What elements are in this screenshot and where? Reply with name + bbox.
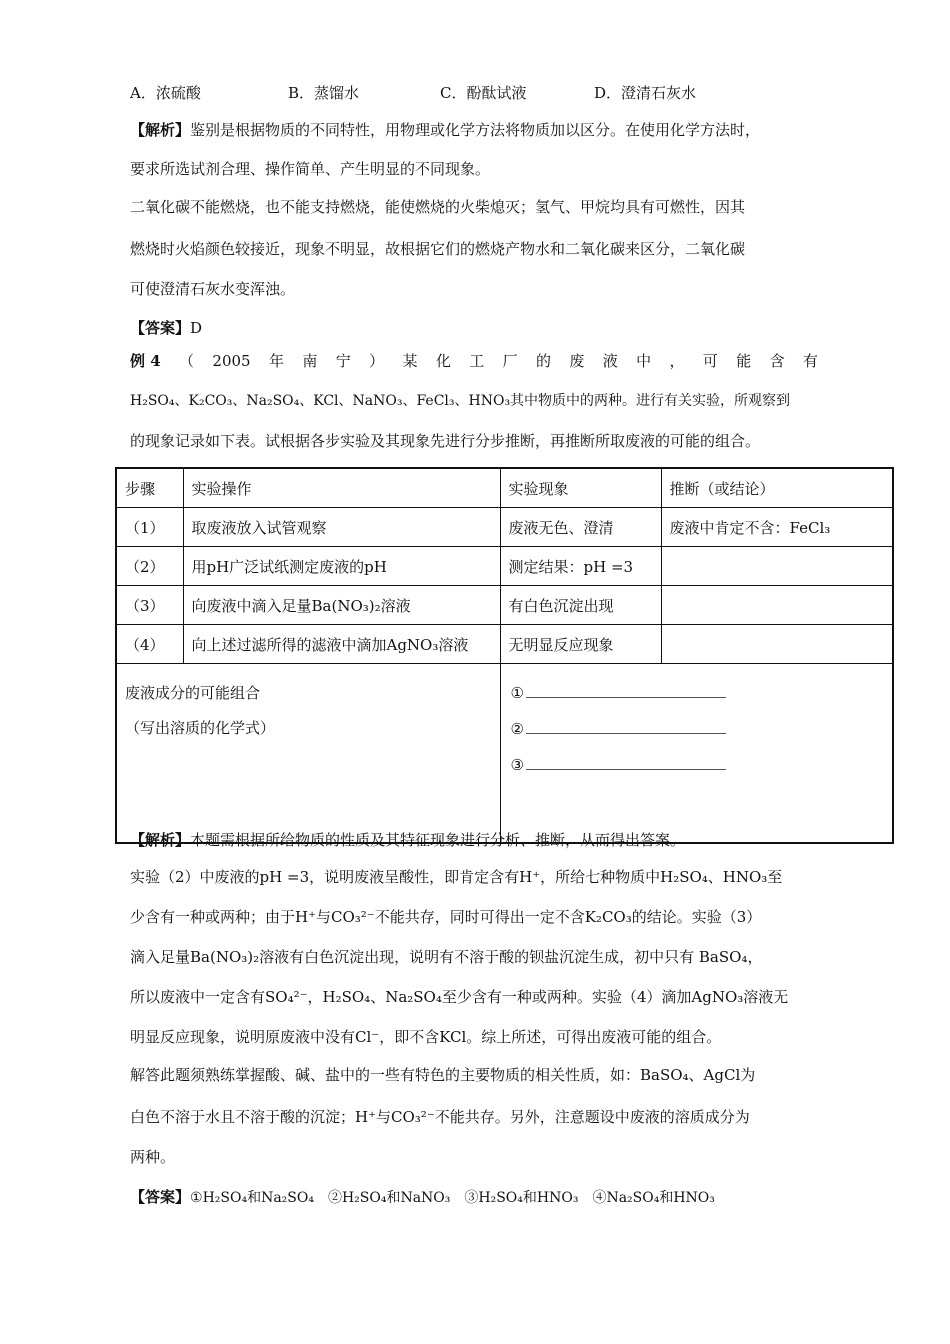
cell-step: （4） bbox=[116, 625, 183, 664]
cell-phenomenon: 有白色沉淀出现 bbox=[500, 586, 661, 625]
cell-operation: 向上述过滤所得的滤液中滴加AgNO₃溶液 bbox=[183, 625, 500, 664]
cell-operation: 取废液放入试管观察 bbox=[183, 508, 500, 547]
example-4-line-1 bbox=[130, 350, 818, 372]
example-4-char: 化 bbox=[435, 352, 451, 370]
cell-conclusion bbox=[661, 586, 893, 625]
header-step: 步骤 bbox=[116, 468, 183, 508]
example-4-char: 厂 bbox=[502, 352, 518, 370]
answer-1-tag: 【答案】 bbox=[130, 319, 191, 337]
table-row bbox=[116, 547, 893, 586]
option-b: B．蒸馏水 bbox=[288, 84, 360, 102]
combo-line-2 bbox=[511, 718, 885, 740]
example-4-char: 宁 bbox=[335, 352, 351, 370]
analysis-2-line-8: 白色不溶于水且不溶于酸的沉淀；H⁺与CO₃²⁻不能共存。另外，注意题设中废液的溶质成分为 bbox=[130, 1108, 750, 1126]
combo-label: 废液成分的可能组合 bbox=[125, 684, 261, 702]
analysis-2-line-2: 实验（2）中废液的pH =3，说明废液呈酸性，即肯定含有H⁺，所给七种物质中H₂SO₄、HNO₃至 bbox=[130, 868, 783, 886]
example-4-char: 某 bbox=[402, 352, 418, 370]
example-4-char: （ bbox=[179, 352, 195, 370]
cell-step: （3） bbox=[116, 586, 183, 625]
combo-blank[interactable] bbox=[526, 719, 726, 734]
combo-line-1 bbox=[511, 682, 885, 704]
header-phenomenon: 实验现象 bbox=[500, 468, 661, 508]
cell-step: （2） bbox=[116, 547, 183, 586]
analysis-1-line-1 bbox=[130, 119, 760, 141]
analysis-1-line-4: 燃烧时火焰颜色较接近，现象不明显，故根据它们的燃烧产物水和二氧化碳来区分，二氧化碳 bbox=[130, 240, 746, 258]
combo-mark: ① bbox=[510, 684, 524, 702]
experiment-table bbox=[115, 467, 894, 844]
cell-conclusion bbox=[661, 547, 893, 586]
table-row bbox=[116, 625, 893, 664]
example-4-line-3: 的现象记录如下表。试根据各步实验及其现象先进行分步推断，再推断所取废液的可能的组合。 bbox=[130, 432, 761, 450]
table-combo-row bbox=[116, 664, 893, 844]
cell-operation: 用pH广泛试纸测定废液的pH bbox=[183, 547, 500, 586]
answer-1-value: D bbox=[190, 319, 203, 337]
header-operation: 实验操作 bbox=[183, 468, 500, 508]
example-4-char: 废 bbox=[569, 352, 585, 370]
combo-answer-cell bbox=[500, 664, 893, 844]
example-4-char: 南 bbox=[302, 352, 318, 370]
example-4-char: ） bbox=[369, 352, 385, 370]
analysis-1-tag: 【解析】 bbox=[130, 121, 191, 139]
combo-blank[interactable] bbox=[526, 755, 726, 770]
example-4-char: ， bbox=[669, 352, 685, 370]
table-header-row bbox=[116, 468, 893, 508]
analysis-1-text-1: 鉴别是根据物质的不同特性，用物理或化学方法将物质加以区分。在使用化学方法时， bbox=[190, 121, 761, 139]
example-4-char: 有 bbox=[802, 352, 818, 370]
example-4-char: 2005 bbox=[212, 352, 251, 370]
analysis-2-line-4: 滴入足量Ba(NO₃)₂溶液有白色沉淀出现，说明有不溶于酸的钡盐沉淀生成，初中只有 BaSO₄， bbox=[130, 948, 763, 966]
analysis-2-tag: 【解析】 bbox=[130, 831, 191, 849]
analysis-1-line-5: 可使澄清石灰水变浑浊。 bbox=[130, 280, 296, 298]
example-4-line-2: H₂SO₄、K₂CO₃、Na₂SO₄、KCl、NaNO₃、FeCl₃、HNO₃其中物质中的两种。进行有关实验，所观察到 bbox=[130, 393, 791, 409]
choice-options bbox=[130, 82, 696, 104]
combo-mark: ③ bbox=[510, 756, 524, 774]
cell-phenomenon: 测定结果：pH =3 bbox=[500, 547, 661, 586]
analysis-2-line-9: 两种。 bbox=[130, 1148, 176, 1166]
analysis-2-line-1 bbox=[130, 829, 685, 851]
answer-2-value: ①H₂SO₄和Na₂SO₄ ②H₂SO₄和NaNO₃ ③H₂SO₄和HNO₃ ④Na₂SO₄和HNO₃ bbox=[190, 1190, 715, 1206]
example-4-char: 年 bbox=[268, 352, 284, 370]
combo-note: （写出溶质的化学式） bbox=[125, 719, 276, 737]
combo-blank[interactable] bbox=[526, 683, 726, 698]
example-4-char: 工 bbox=[469, 352, 485, 370]
example-4-char: 的 bbox=[535, 352, 551, 370]
combo-label-cell bbox=[116, 664, 500, 844]
analysis-2-line-3: 少含有一种或两种；由于H⁺与CO₃²⁻不能共存，同时可得出一定不含K₂CO₃的结论。实验（3） bbox=[130, 908, 762, 926]
cell-operation: 向废液中滴入足量Ba(NO₃)₂溶液 bbox=[183, 586, 500, 625]
analysis-1-line-2: 要求所选试剂合理、操作简单、产生明显的不同现象。 bbox=[130, 160, 491, 178]
cell-step: （1） bbox=[116, 508, 183, 547]
example-4-char: 中 bbox=[636, 352, 652, 370]
table-row bbox=[116, 586, 893, 625]
example-4-char: 可 bbox=[702, 352, 718, 370]
example-4-char: 液 bbox=[602, 352, 618, 370]
option-a: A．浓硫酸 bbox=[130, 84, 201, 102]
table-row bbox=[116, 508, 893, 547]
answer-1 bbox=[130, 317, 202, 339]
option-d: D．澄清石灰水 bbox=[594, 84, 697, 102]
analysis-1-line-3: 二氧化碳不能燃烧，也不能支持燃烧，能使燃烧的火柴熄灭；氢气、甲烷均具有可燃性，因其 bbox=[130, 198, 746, 216]
analysis-2-text-1: 本题需根据所给物质的性质及其特征现象进行分析、推断，从而得出答案。 bbox=[190, 831, 686, 849]
analysis-2-line-5: 所以废液中一定含有SO₄²⁻，H₂SO₄、Na₂SO₄至少含有一种或两种。实验（4）滴加AgNO₃溶液无 bbox=[130, 988, 789, 1006]
combo-line-3 bbox=[511, 754, 885, 776]
combo-mark: ② bbox=[510, 720, 524, 738]
analysis-2-line-7: 解答此题须熟练掌握酸、碱、盐中的一些有特色的主要物质的相关性质，如：BaSO₄、AgCl为 bbox=[130, 1066, 756, 1084]
option-c: C．酚酞试液 bbox=[440, 84, 527, 102]
cell-conclusion: 废液中肯定不含：FeCl₃ bbox=[661, 508, 893, 547]
answer-2 bbox=[130, 1186, 715, 1209]
example-4-char: 含 bbox=[769, 352, 785, 370]
header-conclusion: 推断（或结论） bbox=[661, 468, 893, 508]
cell-phenomenon: 废液无色、澄清 bbox=[500, 508, 661, 547]
cell-conclusion bbox=[661, 625, 893, 664]
example-4-char: 能 bbox=[736, 352, 752, 370]
analysis-2-line-6: 明显反应现象，说明原废液中没有Cl⁻，即不含KCl。综上所述，可得出废液可能的组合。 bbox=[130, 1028, 722, 1046]
answer-2-tag: 【答案】 bbox=[130, 1188, 191, 1206]
example-4-head: 例 4 bbox=[130, 352, 161, 370]
cell-phenomenon: 无明显反应现象 bbox=[500, 625, 661, 664]
